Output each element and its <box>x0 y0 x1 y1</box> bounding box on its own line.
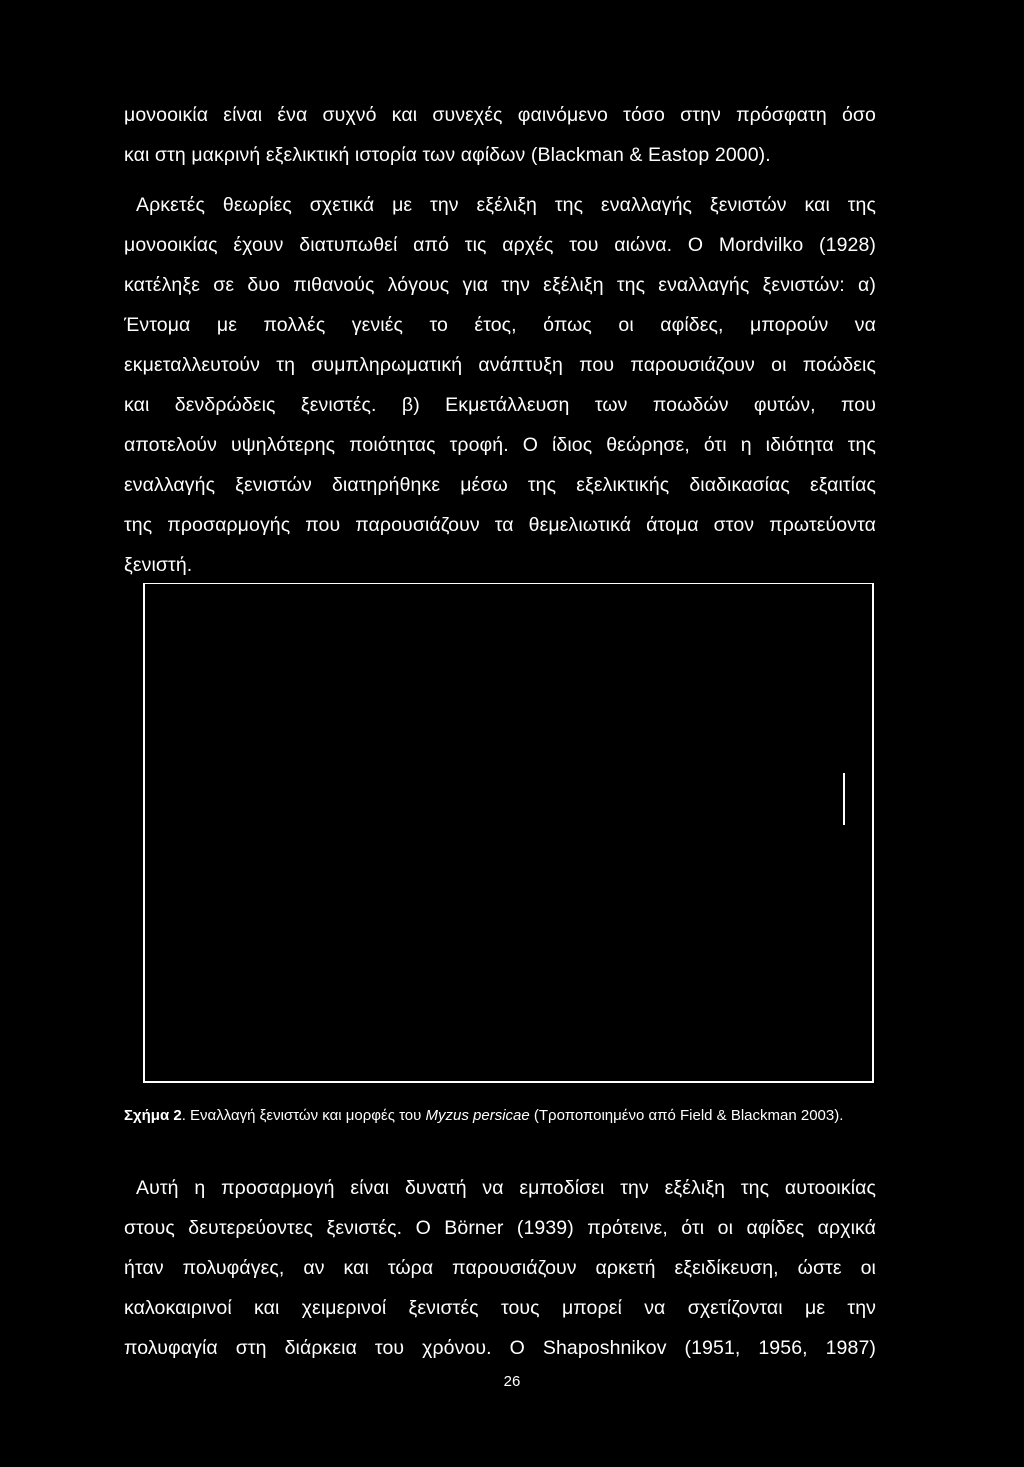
paragraph-line: ήταν πολυφάγες, αν και τώρα παρουσιάζουν αρκετή εξειδίκευση, ώστε οι <box>124 1257 876 1279</box>
paragraph-line: της προσαρμογής που παρουσιάζουν τα θεμελιωτικά άτομα στον πρωτεύοντα <box>124 514 876 536</box>
paragraph-line: Αυτή η προσαρμογή είναι δυνατή να εμποδίσει την εξέλιξη της αυτοοικίας <box>136 1177 876 1199</box>
figure-label: Σχήμα 2 <box>124 1107 182 1124</box>
figure-bracket-mark <box>843 773 845 825</box>
paragraph-line: εναλλαγής ξενιστών διατηρήθηκε μέσω της εξελικτικής διαδικασίας εξαιτίας <box>124 474 876 496</box>
paragraph-line: πολυφαγία στη διάρκεια του χρόνου. Ο Shaposhnikov (1951, 1956, 1987) <box>124 1337 876 1359</box>
paragraph-1 <box>124 95 876 175</box>
paragraph-line: μονοοικία είναι ένα συχνό και συνεχές φαινόμενο τόσο στην πρόσφατη όσο <box>124 104 876 126</box>
caption-source: (Τροποποιημένο από Field & Blackman 2003). <box>529 1107 844 1124</box>
figure-caption <box>124 1106 876 1126</box>
paragraph-line: και δενδρώδεις ξενιστές. β) Εκμετάλλευση των ποωδών φυτών, που <box>124 394 876 416</box>
paragraph-line: κατέληξε σε δυο πιθανούς λόγους για την εξέλιξη της εναλλαγής ξενιστών: α) <box>124 274 876 296</box>
paragraph-line: Έντομα με πολλές γενιές το έτος, όπως οι αφίδες, μπορούν να <box>124 314 876 336</box>
paragraph-line: στους δευτερεύοντες ξενιστές. Ο Börner (1939) πρότεινε, ότι οι αφίδες αρχικά <box>124 1217 876 1239</box>
figure-2-frame <box>143 583 874 1083</box>
paragraph-line: ξενιστή. <box>124 554 193 576</box>
paragraph-line: μονοοικίας έχουν διατυπωθεί από τις αρχές του αιώνα. Ο Mordvilko (1928) <box>124 234 876 256</box>
paragraph-line: και στη μακρινή εξελικτική ιστορία των αφίδων (Blackman & Eastop 2000). <box>124 144 771 166</box>
paragraph-line: καλοκαιρινοί και χειμερινοί ξενιστές τους μπορεί να σχετίζονται με την <box>124 1297 876 1319</box>
paragraph-3 <box>124 1168 876 1368</box>
caption-species: Myzus persicae <box>425 1107 530 1124</box>
paragraph-line: αποτελούν υψηλότερης ποιότητας τροφή. Ο ίδιος θεώρησε, ότι η ιδιότητα της <box>124 434 876 456</box>
paragraph-line: Αρκετές θεωρίες σχετικά με την εξέλιξη της εναλλαγής ξενιστών και της <box>136 194 876 216</box>
paragraph-2 <box>124 185 876 585</box>
page-number: 26 <box>503 1373 521 1390</box>
caption-text: . Εναλλαγή ξενιστών και μορφές του <box>181 1107 426 1124</box>
paragraph-line: εκμεταλλευτούν τη συμπληρωματική ανάπτυξη που παρουσιάζουν οι ποώδεις <box>124 354 876 376</box>
